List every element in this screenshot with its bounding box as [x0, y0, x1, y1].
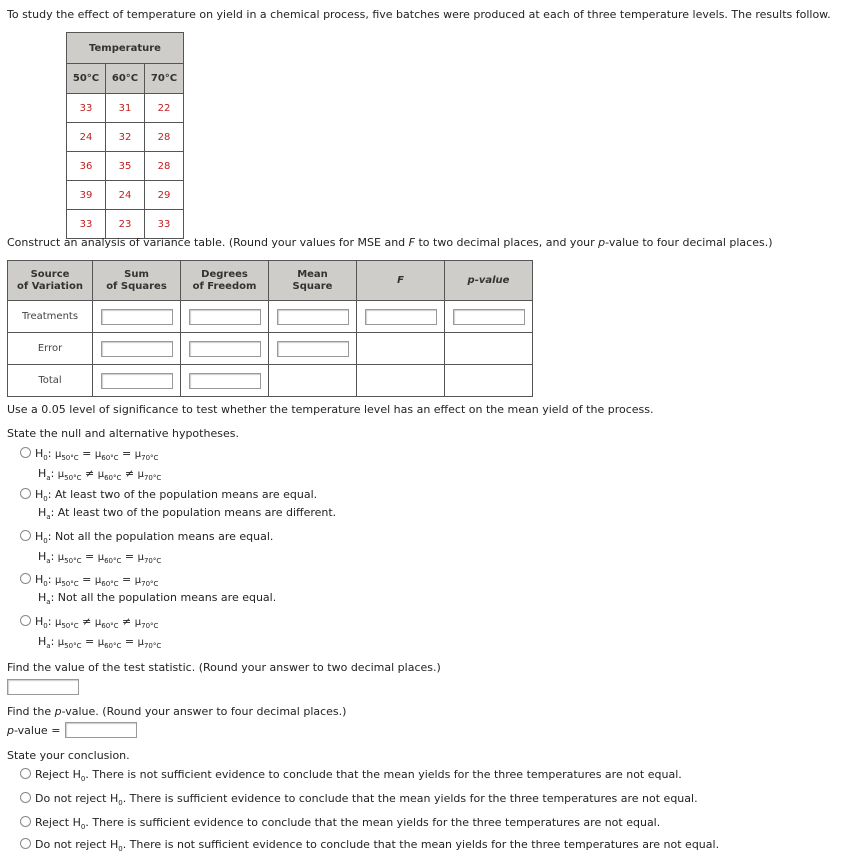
col-header-50c: 50°C — [67, 64, 106, 94]
table-cell: 33 — [67, 94, 106, 123]
table-row — [67, 94, 184, 123]
conclusion-option-3[interactable]: Reject $H_0$. There is sufficient evidence to conclude that the mean yields for the three temperatures are not equal. — [20, 816, 660, 831]
anova-table — [7, 260, 533, 397]
hypothesis-option-3-ha: $H_a$: $\mu_{50^\circ C} = \mu_{60^\circ C} = \mu_{70^\circ C}$ — [38, 550, 162, 566]
table-row — [8, 365, 533, 397]
row-label-total: Total — [8, 365, 93, 397]
radio-button[interactable] — [20, 488, 31, 499]
hypothesis-option-2-ha: $H_a$: At least two of the population means are different. — [38, 506, 337, 522]
empty-cell — [357, 365, 445, 397]
table-cell: 35 — [106, 152, 145, 181]
hypothesis-option-5-ha: $H_a$: $\mu_{50^\circ C} = \mu_{60^\circ C} = \mu_{70^\circ C}$ — [38, 635, 162, 651]
table-cell: 36 — [67, 152, 106, 181]
p-value-table-input[interactable] — [453, 309, 525, 325]
radio-button[interactable] — [20, 530, 31, 541]
empty-cell — [357, 333, 445, 365]
radio-button[interactable] — [20, 792, 31, 803]
table-row — [67, 123, 184, 152]
conclusion-option-4[interactable]: Do not reject $H_0$. There is not sufficient evidence to conclude that the mean yields for the three temperatures are not equal. — [20, 838, 719, 853]
df-error-input[interactable] — [189, 341, 261, 357]
empty-cell — [269, 365, 357, 397]
table-cell: 29 — [145, 181, 184, 210]
df-treatments-input[interactable] — [189, 309, 261, 325]
radio-button[interactable] — [20, 447, 31, 458]
intro-text: To study the effect of temperature on yield in a chemical process, five batches were produced at each of three temperature levels. The results follow. — [7, 8, 831, 21]
table-row — [67, 152, 184, 181]
hypothesis-option-4[interactable]: $H_0$: $\mu_{50^\circ C} = \mu_{60^\circ C} = \mu_{70^\circ C}$ — [20, 573, 158, 588]
radio-button[interactable] — [20, 768, 31, 779]
ss-treatments-input[interactable] — [101, 309, 173, 325]
ss-error-input[interactable] — [101, 341, 173, 357]
p-value-label: p-value = — [7, 724, 61, 737]
table-cell: 33 — [67, 210, 106, 239]
hypothesis-option-2[interactable]: $H_0$: At least two of the population means are equal. — [20, 488, 317, 503]
table-cell: 24 — [67, 123, 106, 152]
col-header-70c: 70°C — [145, 64, 184, 94]
p-value-input[interactable] — [65, 722, 137, 738]
table-cell: 33 — [145, 210, 184, 239]
radio-button[interactable] — [20, 573, 31, 584]
hypothesis-option-5[interactable]: $H_0$: $\mu_{50^\circ C} \ne \mu_{60^\circ C} \ne \mu_{70^\circ C}$ — [20, 615, 158, 630]
hypothesis-option-1[interactable]: $H_0$: $\mu_{50^\circ C} = \mu_{60^\circ C} = \mu_{70^\circ C}$ — [20, 447, 158, 462]
hypothesis-option-1-ha: $H_a$: $\mu_{50^\circ C} \ne \mu_{60^\circ C} \ne \mu_{70^\circ C}$ — [38, 467, 162, 483]
header-df: Degrees of Freedom — [181, 261, 269, 301]
radio-button[interactable] — [20, 816, 31, 827]
table-row — [8, 301, 533, 333]
significance-text: Use a 0.05 level of significance to test whether the temperature level has an effect on the mean yield of the process. — [7, 403, 654, 416]
header-p-value: p-value — [445, 261, 533, 301]
table-cell: 24 — [106, 181, 145, 210]
table-cell: 23 — [106, 210, 145, 239]
temperature-data-table — [66, 32, 184, 239]
radio-button[interactable] — [20, 838, 31, 849]
test-statistic-input[interactable] — [7, 679, 79, 695]
conclusion-option-2[interactable]: Do not reject $H_0$. There is sufficient evidence to conclude that the mean yields for the three temperatures are not equal. — [20, 792, 698, 807]
table-cell: 28 — [145, 123, 184, 152]
hypothesis-option-3[interactable]: $H_0$: Not all the population means are equal. — [20, 530, 273, 545]
table-cell: 39 — [67, 181, 106, 210]
table-cell: 31 — [106, 94, 145, 123]
df-total-input[interactable] — [189, 373, 261, 389]
row-label-error: Error — [8, 333, 93, 365]
anova-instructions: Construct an analysis of variance table. (Round your values for MSE and F to two decimal places, and your p-value to four decimal places.) — [7, 236, 773, 249]
conclusion-prompt: State your conclusion. — [7, 749, 130, 762]
table-row — [67, 210, 184, 239]
header-sum-squares: Sum of Squares — [93, 261, 181, 301]
table-row — [8, 333, 533, 365]
radio-button[interactable] — [20, 615, 31, 626]
empty-cell — [445, 333, 533, 365]
f-input[interactable] — [365, 309, 437, 325]
ms-error-input[interactable] — [277, 341, 349, 357]
header-source: Source of Variation — [8, 261, 93, 301]
table-cell: 28 — [145, 152, 184, 181]
row-label-treatments: Treatments — [8, 301, 93, 333]
ss-total-input[interactable] — [101, 373, 173, 389]
test-statistic-prompt: Find the value of the test statistic. (Round your answer to two decimal places.) — [7, 661, 441, 674]
ms-treatments-input[interactable] — [277, 309, 349, 325]
table-row — [67, 181, 184, 210]
header-mean-square: Mean Square — [269, 261, 357, 301]
hypotheses-prompt: State the null and alternative hypotheses. — [7, 427, 239, 440]
col-header-60c: 60°C — [106, 64, 145, 94]
table-cell: 22 — [145, 94, 184, 123]
hypothesis-option-4-ha: $H_a$: Not all the population means are equal. — [38, 591, 277, 607]
data-table-title: Temperature — [67, 33, 184, 64]
header-f: F — [357, 261, 445, 301]
conclusion-option-1[interactable]: Reject $H_0$. There is not sufficient evidence to conclude that the mean yields for the three temperatures are not equal. — [20, 768, 682, 783]
p-value-prompt: Find the p-value. (Round your answer to four decimal places.) — [7, 705, 347, 718]
table-cell: 32 — [106, 123, 145, 152]
empty-cell — [445, 365, 533, 397]
